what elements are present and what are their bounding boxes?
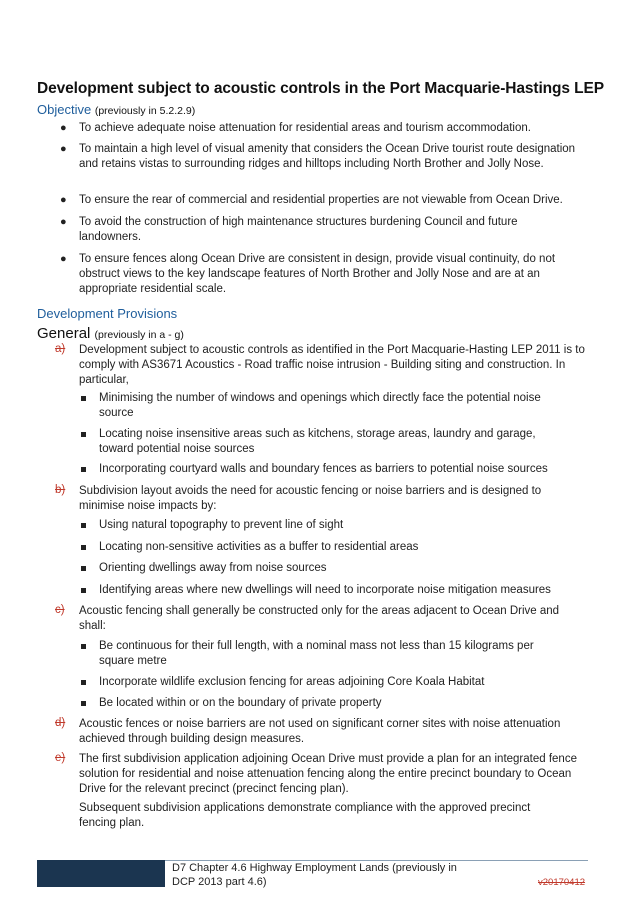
footer-text: D7 Chapter 4.6 Highway Employment Lands (previously in DCP 2013 part 4.6) [172, 862, 457, 888]
sub-item: Incorporate wildlife exclusion fencing for areas adjoining Core Koala Habitat [99, 676, 485, 688]
item-text: Development subject to acoustic controls as identified in the Port Macquarie-Hasting LEP 2011 is to comply with AS3671 Acoustics - Road traffic noise intrusion - Building siting and construction. In particular, [79, 344, 585, 386]
footer-version: v20170412 [538, 877, 586, 888]
bullet-dot: ● [60, 194, 67, 206]
general-heading-label: General [37, 325, 91, 342]
bullet-dot: ● [60, 143, 67, 155]
item-text: Acoustic fences or noise barriers are not used on significant corner sites with noise attenuation achieved through building design measures. [79, 718, 561, 745]
square-bullet [81, 566, 86, 571]
objective-item: To avoid the construction of high maintenance structures burdening Council and future landowners. [79, 216, 518, 243]
item-text: The first subdivision application adjoining Ocean Drive must provide a plan for an integrated fence solution for residential and noise attenuation fencing along the entire precinct boundary to Ocean Drive for the relevant precinct (precinct fencing plan). [79, 753, 577, 795]
sub-item: Be continuous for their full length, with a nominal mass not less than 15 kilograms per square metre [99, 640, 534, 667]
square-bullet [81, 545, 86, 550]
objective-item: To ensure fences along Ocean Drive are consistent in design, provide visual continuity, do not obstruct views to the key landscape features of North Brother and Jolly Nose and are at an appropriate residential scale. [79, 253, 556, 295]
item-extra: Subsequent subdivision applications demonstrate compliance with the approved precinct fencing plan. [79, 802, 531, 829]
provisions-heading: Development Provisions [37, 306, 178, 321]
item-text: Acoustic fencing shall generally be constructed only for the areas adjacent to Ocean Drive and shall: [79, 605, 560, 632]
sub-item: Locating noise insensitive areas such as kitchens, storage areas, laundry and garage, toward potential noise sources [99, 428, 536, 455]
item-letter: a) [55, 343, 66, 355]
square-bullet [81, 644, 86, 649]
objective-item: To achieve adequate noise attenuation for residential areas and tourism accommodation. [79, 122, 531, 134]
bullet-dot: ● [60, 216, 67, 228]
item-letter: e) [55, 752, 66, 764]
objective-heading-label: Objective [37, 102, 92, 117]
bullet-dot: ● [60, 253, 67, 265]
square-bullet [81, 467, 86, 472]
square-bullet [81, 432, 86, 437]
sub-item: Be located within or on the boundary of private property [99, 697, 382, 709]
item-letter: d) [55, 717, 66, 729]
objective-heading [37, 102, 195, 117]
sub-item: Using natural topography to prevent line of sight [99, 519, 344, 531]
square-bullet [81, 680, 86, 685]
footer-bar [37, 860, 165, 887]
bullet-dot: ● [60, 122, 67, 134]
item-letter: b) [55, 484, 66, 496]
square-bullet [81, 396, 86, 401]
sub-item: Minimising the number of windows and openings which directly face the potential noise source [99, 392, 541, 419]
general-heading-note: (previously in a - g) [94, 329, 184, 341]
square-bullet [81, 588, 86, 593]
sub-item: Incorporating courtyard walls and boundary fences as barriers to potential noise sources [99, 463, 548, 475]
item-letter: c) [55, 604, 65, 616]
sub-item: Locating non-sensitive activities as a buffer to residential areas [99, 541, 419, 553]
objective-item: To maintain a high level of visual amenity that considers the Ocean Drive tourist route designation and retains vistas to surrounding ridges and hilltops including North Brother and Jolly Nose. [79, 143, 576, 170]
sub-item: Identifying areas where new dwellings will need to incorporate noise mitigation measures [99, 584, 551, 596]
square-bullet [81, 523, 86, 528]
square-bullet [81, 701, 86, 706]
page-title: Development subject to acoustic controls in the Port Macquarie-Hastings LEP [37, 80, 604, 97]
item-text: Subdivision layout avoids the need for acoustic fencing or noise barriers and is designed to minimise noise impacts by: [79, 485, 542, 512]
general-heading [37, 325, 184, 342]
objective-heading-note: (previously in 5.2.2.9) [94, 105, 196, 117]
sub-item: Orienting dwellings away from noise sources [99, 562, 327, 574]
objective-item: To ensure the rear of commercial and residential properties are not viewable from Ocean Drive. [79, 194, 563, 206]
